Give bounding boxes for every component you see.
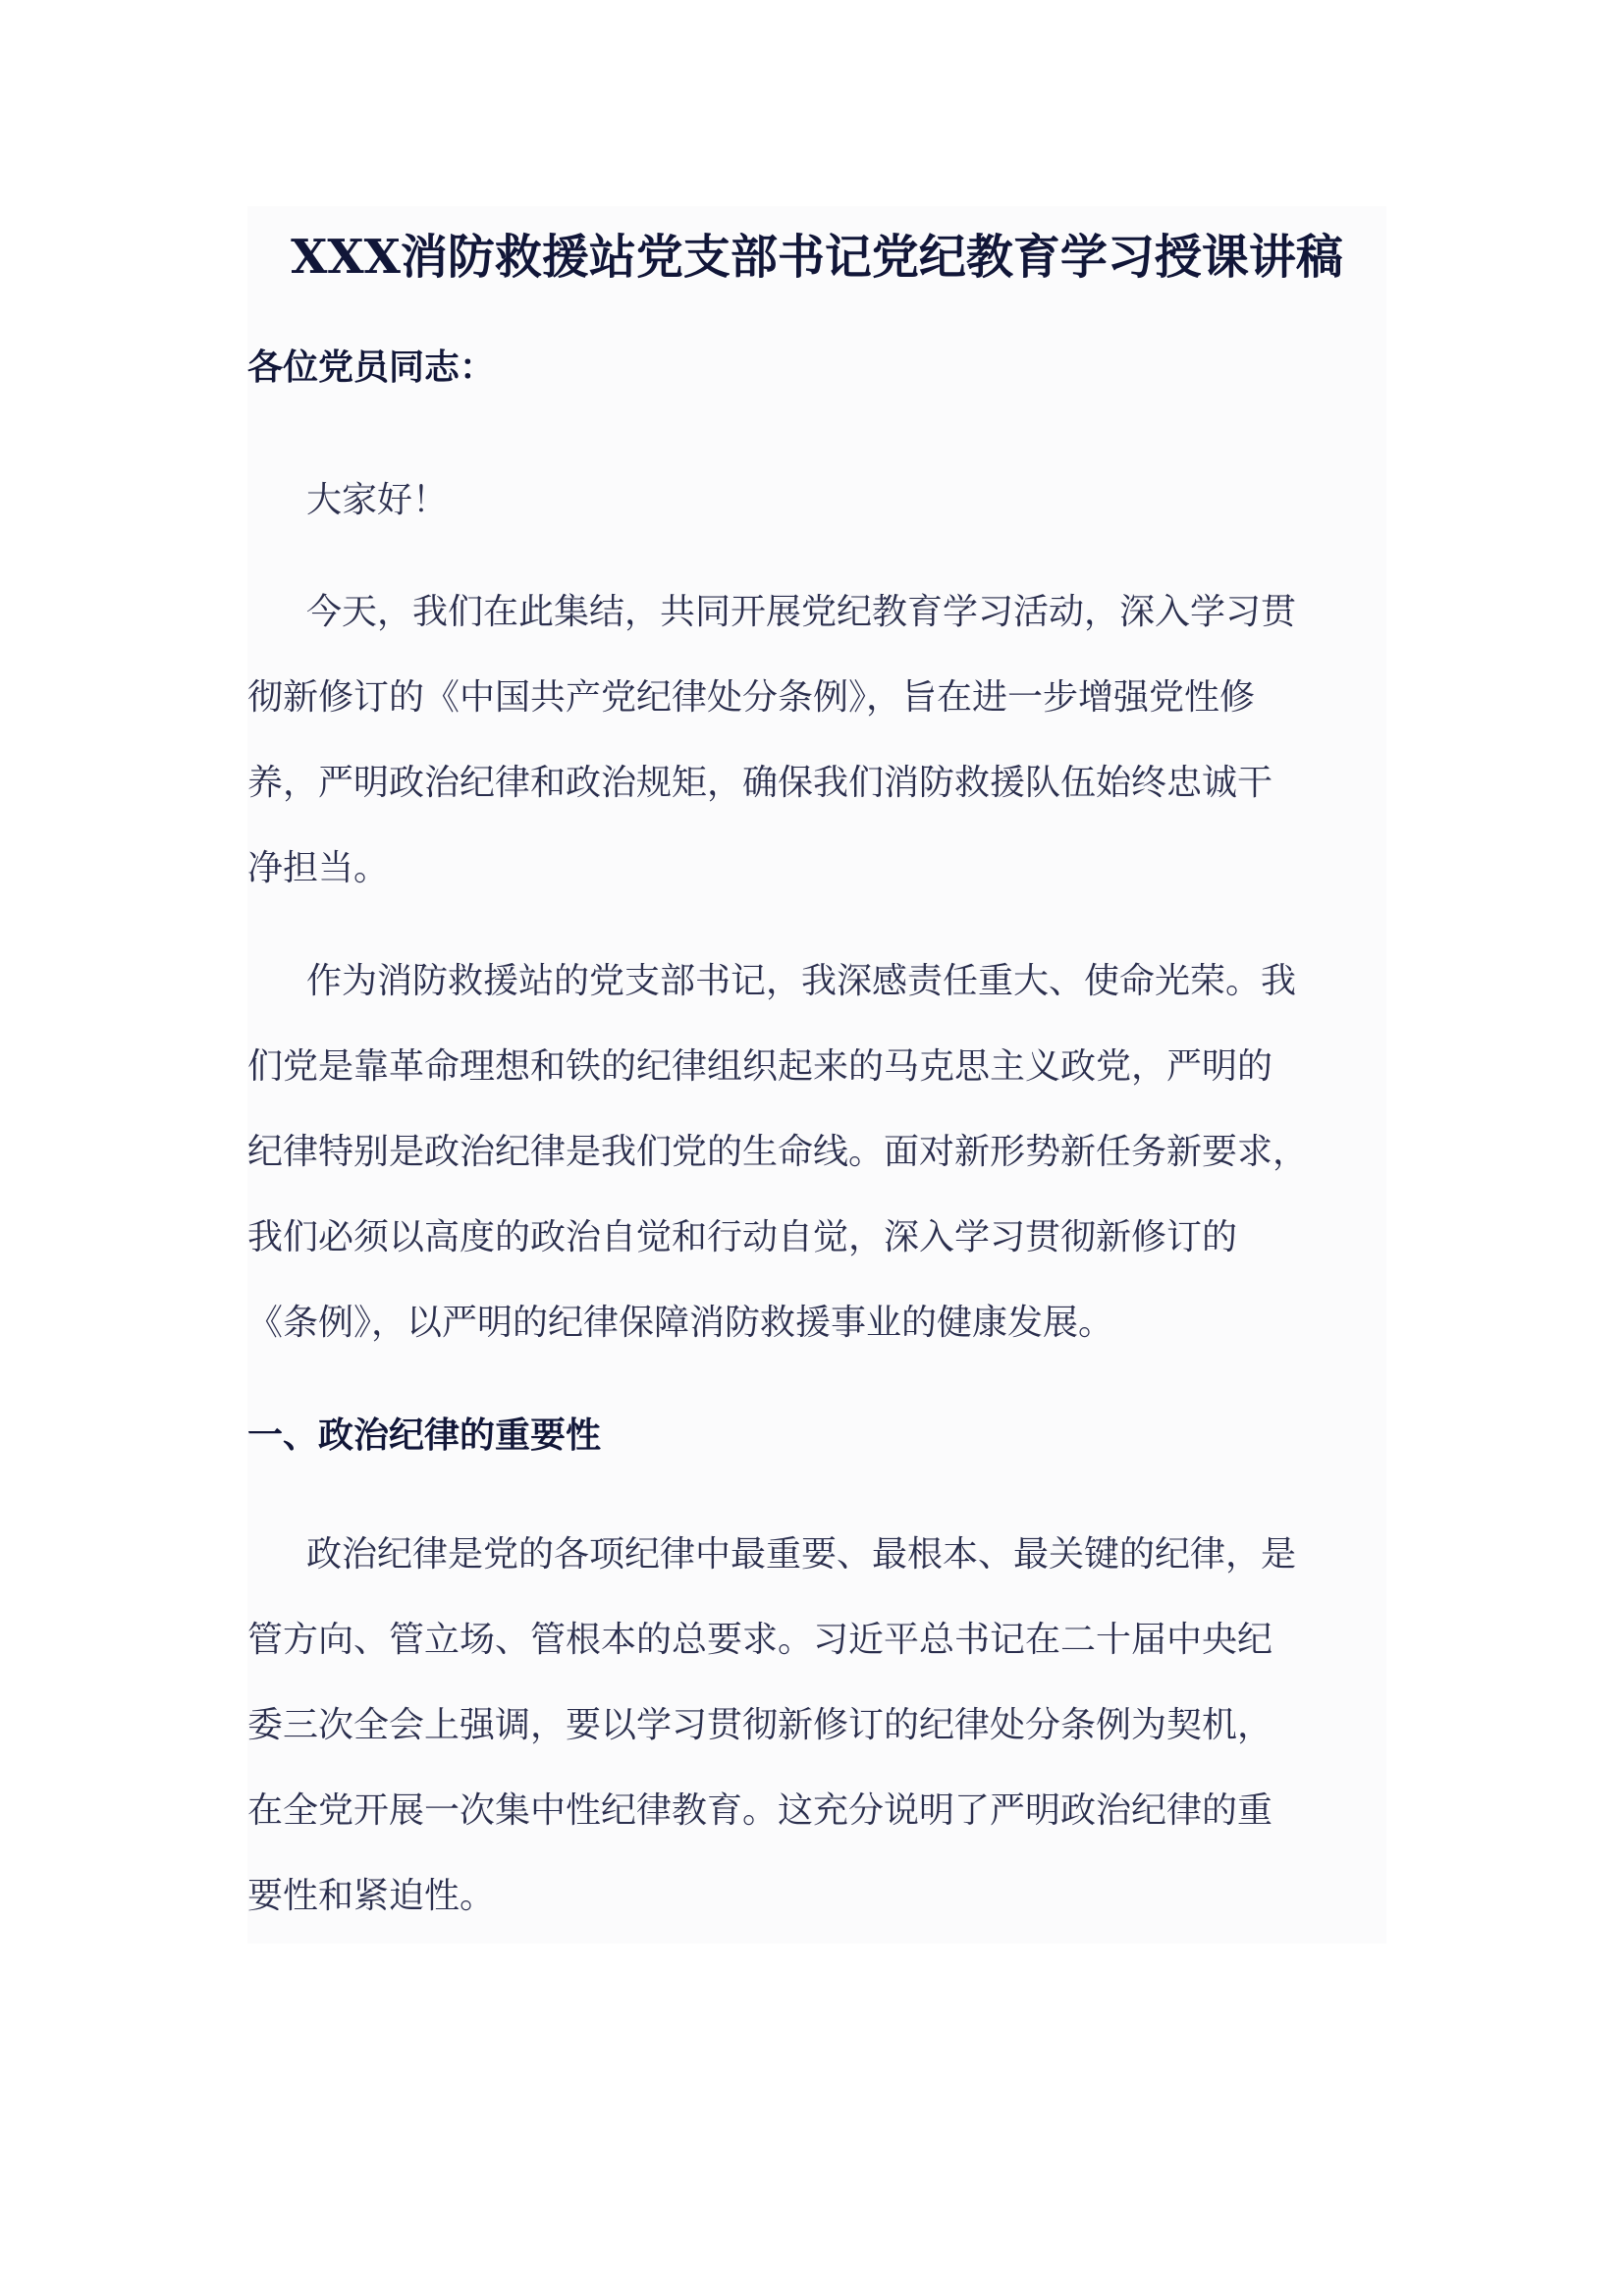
document-title: XXX消防救援站党支部书记党纪教育学习授课讲稿 bbox=[291, 230, 1343, 285]
paragraph-line: 大家好！ bbox=[306, 480, 449, 520]
section-heading: 一、政治纪律的重要性 bbox=[247, 1415, 602, 1456]
paragraph-responsibility bbox=[247, 938, 1386, 1365]
paragraph-political-discipline bbox=[247, 1512, 1386, 1939]
greeting-line bbox=[247, 457, 1386, 543]
paragraph-line: 纪律特别是政治纪律是我们党的生命线。面对新形势新任务新要求， bbox=[247, 1132, 1309, 1172]
paragraph-intro bbox=[247, 569, 1386, 911]
paragraph-line: 今天，我们在此集结，共同开展党纪教育学习活动，深入学习贯 bbox=[306, 592, 1297, 632]
paragraph-line: 政治纪律是党的各项纪律中最重要、最根本、最关键的纪律，是 bbox=[306, 1534, 1297, 1575]
paragraph-line: 作为消防救援站的党支部书记，我深感责任重大、使命光荣。我 bbox=[306, 961, 1297, 1001]
paragraph-line: 《条例》，以严明的纪律保障消防救援事业的健康发展。 bbox=[247, 1303, 1114, 1343]
paragraph-line: 净担当。 bbox=[247, 848, 390, 888]
greeting-paragraph bbox=[247, 293, 1386, 378]
paragraph-line: 我们必须以高度的政治自觉和行动自觉，深入学习贯彻新修订的 bbox=[247, 1217, 1238, 1257]
paragraph-line: 要性和紧迫性。 bbox=[247, 1876, 496, 1916]
paragraph-line: 们党是靠革命理想和铁的纪律组织起来的马克思主义政党，严明的 bbox=[247, 1046, 1273, 1087]
paragraph-line: 彻新修订的《中国共产党纪律处分条例》，旨在进一步增强党性修 bbox=[247, 677, 1256, 718]
document-body bbox=[247, 206, 1386, 1944]
paragraph-line: 在全党开展一次集中性纪律教育。这充分说明了严明政治纪律的重 bbox=[247, 1790, 1273, 1831]
paragraph-line: 养，严明政治纪律和政治规矩，确保我们消防救援队伍始终忠诚干 bbox=[247, 763, 1273, 803]
salutation: 各位党员同志： bbox=[247, 347, 496, 388]
paragraph-line: 管方向、管立场、管根本的总要求。习近平总书记在二十届中央纪 bbox=[247, 1620, 1273, 1660]
paragraph-line: 委三次全会上强调，要以学习贯彻新修订的纪律处分条例为契机， bbox=[247, 1705, 1273, 1745]
paragraph-line bbox=[247, 293, 1386, 378]
